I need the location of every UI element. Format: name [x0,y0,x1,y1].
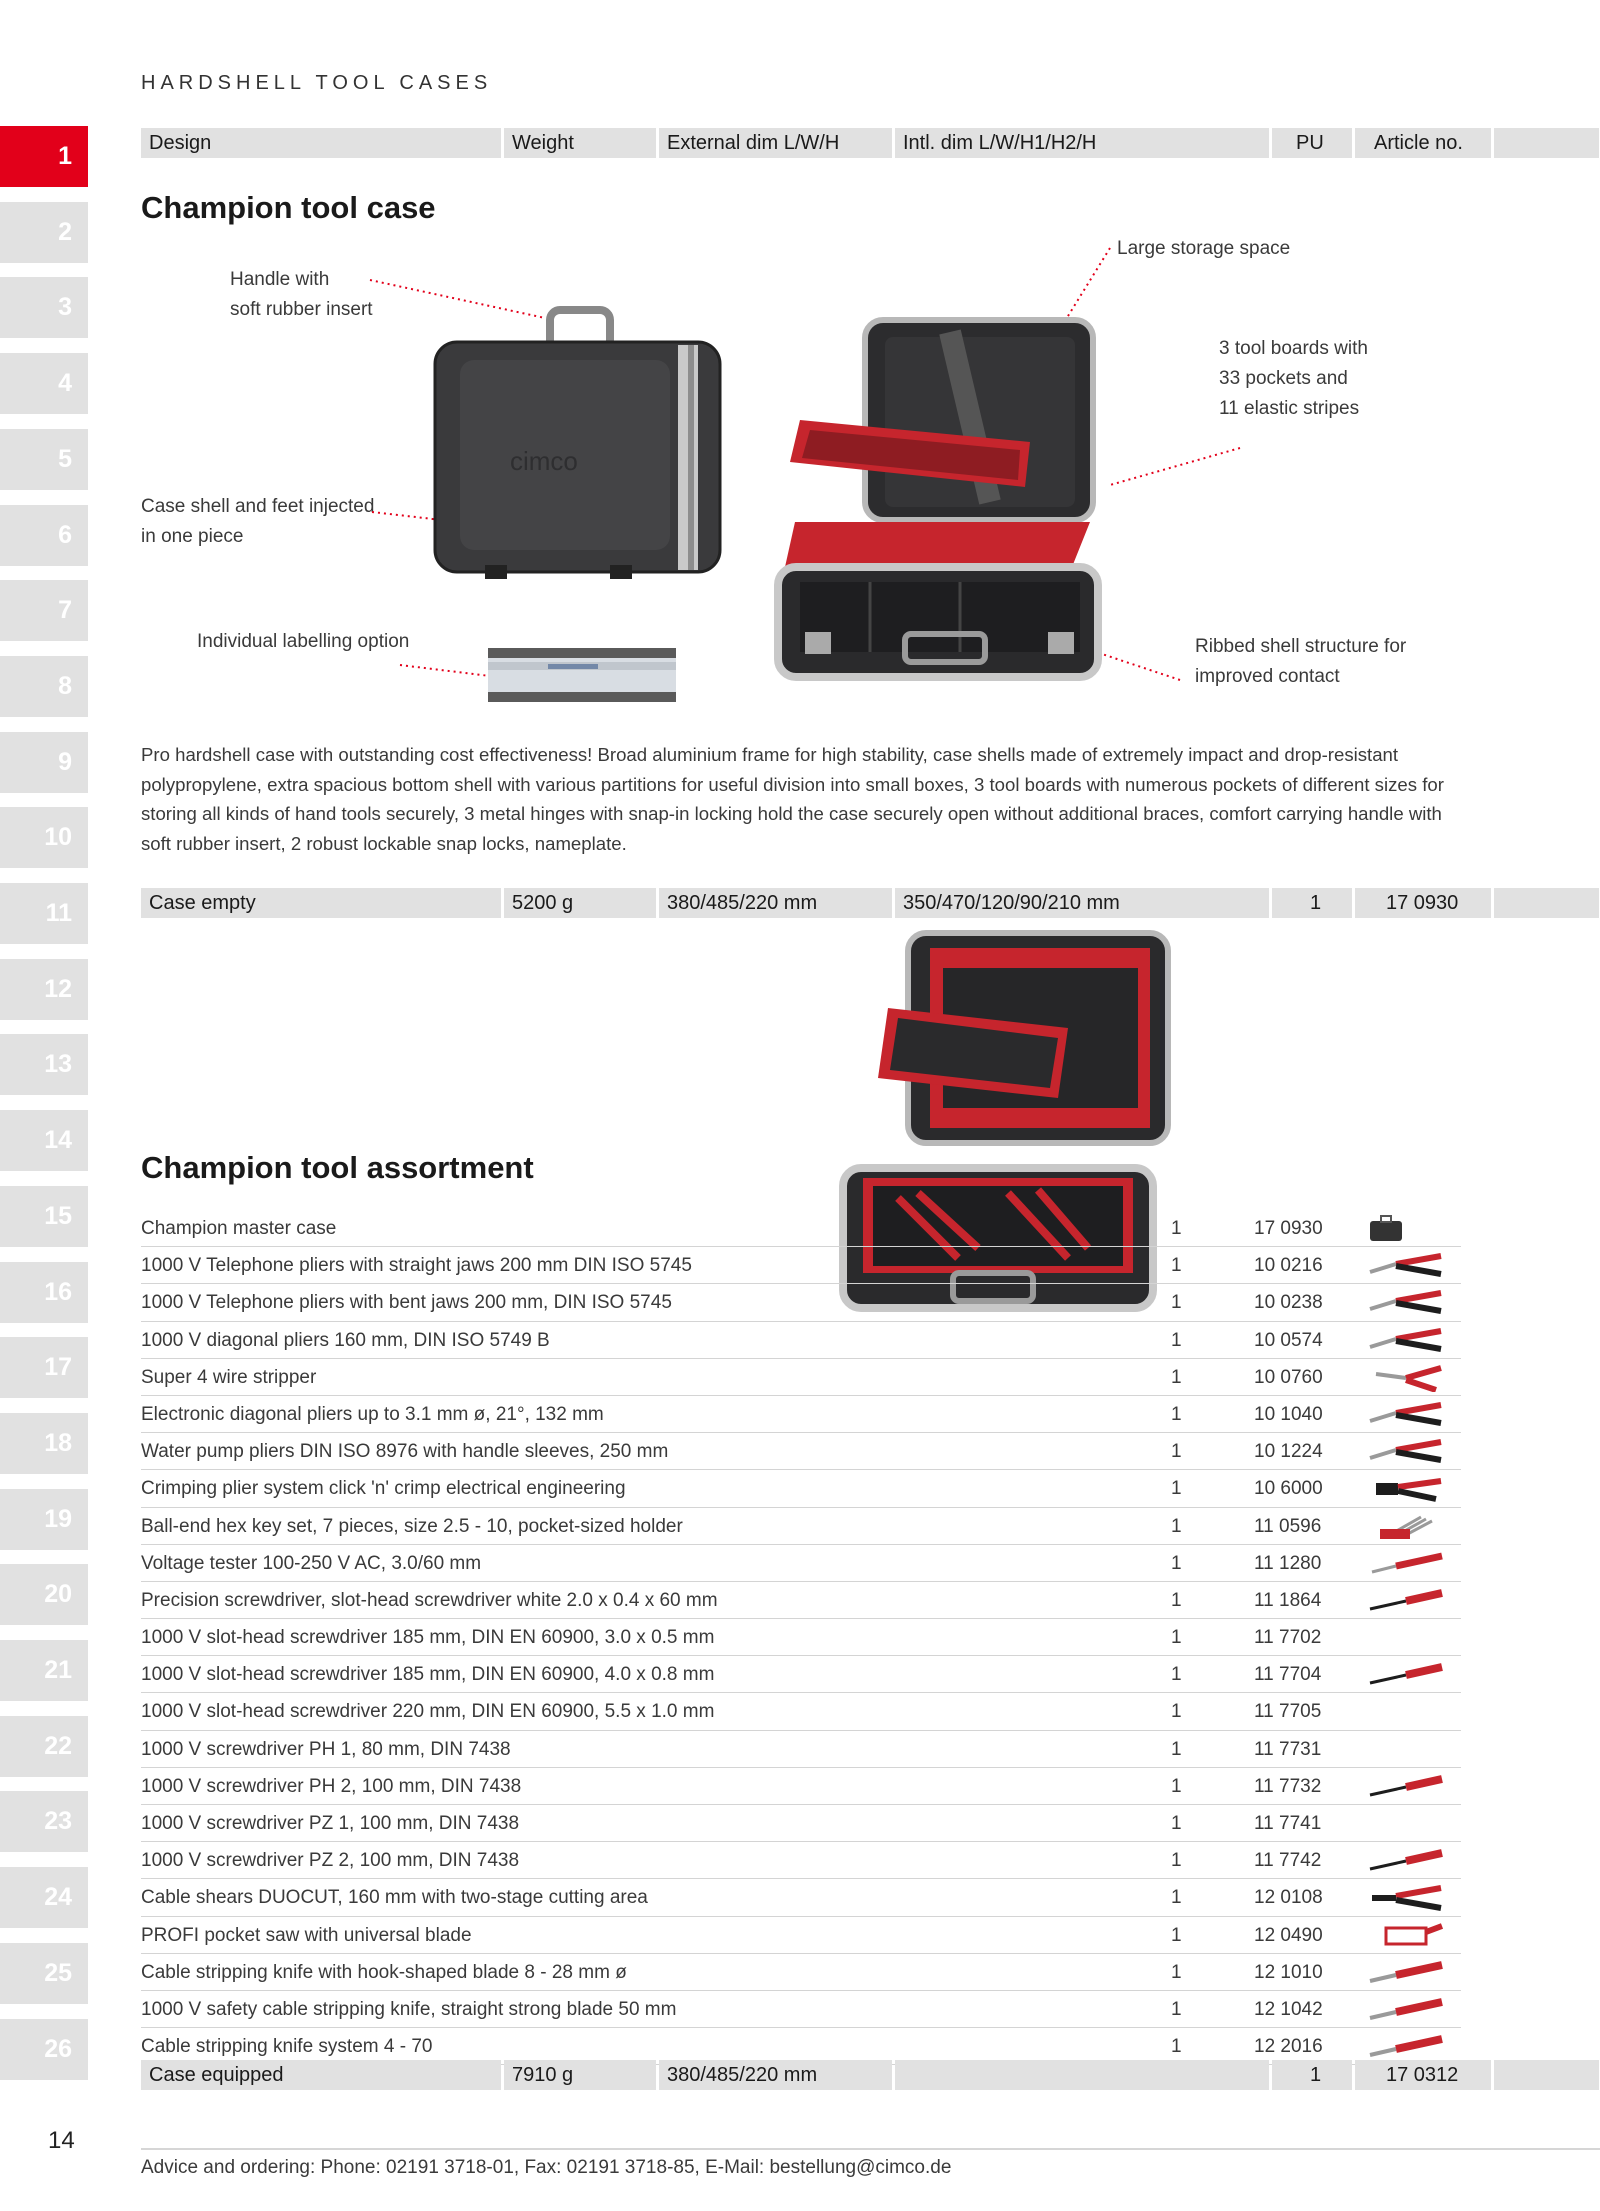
chapter-tab-2[interactable]: 2 [0,202,88,263]
tester-icon [1366,1550,1446,1583]
item-pu: 1 [1171,1218,1182,1239]
knife-icon [1366,1996,1446,2029]
item-article: 12 0490 [1254,1924,1323,1946]
callout-shell: Case shell and feet injected in one piece [141,496,375,547]
pliers-icon [1366,1401,1446,1434]
item-pu: 1 [1171,1850,1182,1872]
callout-labelling: Individual labelling option [197,631,410,652]
chapter-tab-26[interactable]: 26 [0,2019,88,2080]
item-pu: 1 [1171,1366,1182,1388]
item-article: 11 7741 [1254,1813,1322,1834]
header-internal: Intl. dim L/W/H1/H2/H [895,128,1269,158]
chapter-tab-22[interactable]: 22 [0,1716,88,1777]
item-article: 11 7742 [1254,1850,1322,1872]
callout-storage: Large storage space [1117,238,1291,259]
section-title: HARDSHELL TOOL CASES [141,72,493,94]
item-article: 17 0930 [1254,1218,1323,1239]
nameplate-image [488,648,676,702]
item-pu: 1 [1171,1589,1182,1611]
case-empty-article: 17 0930 [1355,888,1491,918]
chapter-tab-6[interactable]: 6 [0,505,88,566]
screwdriver-icon [1366,1661,1446,1694]
pliers-icon [1366,1327,1446,1360]
item-pu: 1 [1171,1924,1182,1946]
chapter-tab-1[interactable]: 1 [0,126,88,187]
pliers-icon [1366,1289,1446,1322]
item-description: Cable shears DUOCUT, 160 mm with two-stage cutting area [141,1887,648,1909]
chapter-tab-14[interactable]: 14 [0,1110,88,1171]
item-pu: 1 [1171,1998,1182,2020]
table-row [141,1247,1461,1284]
item-article: 12 1010 [1254,1961,1323,1983]
table-row [141,1396,1461,1433]
chapter-tab-5[interactable]: 5 [0,429,88,490]
chapter-tab-12[interactable]: 12 [0,959,88,1020]
item-article: 11 0596 [1254,1515,1322,1537]
item-description: Electronic diagonal pliers up to 3.1 mm ø, 21°, 132 mm [141,1403,604,1425]
item-article: 10 0238 [1254,1292,1323,1314]
table-row [141,1917,1461,1954]
item-article: 12 2016 [1254,2036,1323,2058]
table-row [141,1433,1461,1470]
closed-case-image [430,300,730,585]
stripper-icon [1366,1364,1446,1397]
case-empty-external: 380/485/220 mm [659,888,892,918]
case-equipped-pu: 1 [1272,2060,1352,2090]
item-pu: 1 [1171,1515,1182,1537]
table-row [141,1693,1461,1730]
case-empty-weight: 5200 g [504,888,656,918]
callout-handle: Handle with soft rubber insert [230,269,373,320]
item-pu: 1 [1171,1813,1182,1834]
item-article: 10 6000 [1254,1478,1323,1500]
chapter-tab-8[interactable]: 8 [0,656,88,717]
table-row [141,1768,1461,1805]
case-equipped-internal [895,2060,1269,2090]
chapter-tab-3[interactable]: 3 [0,277,88,338]
item-pu: 1 [1171,1329,1182,1351]
footer-divider [141,2148,1600,2150]
assortment-title: Champion tool assortment [141,1150,534,1185]
chapter-tab-21[interactable]: 21 [0,1640,88,1701]
item-pu: 1 [1171,1292,1182,1314]
chapter-tab-25[interactable]: 25 [0,1943,88,2004]
item-pu: 1 [1171,1775,1182,1797]
item-description: Cable stripping knife system 4 - 70 [141,2036,433,2058]
chapter-tab-15[interactable]: 15 [0,1186,88,1247]
table-row [141,1508,1461,1545]
case-empty-row [141,888,1457,918]
chapter-tab-9[interactable]: 9 [0,732,88,793]
item-article: 11 7705 [1254,1701,1322,1723]
item-description: 1000 V Telephone pliers with straight jaws 200 mm DIN ISO 5745 [141,1255,692,1277]
page-number: 14 [48,2127,75,2154]
item-article: 12 0108 [1254,1887,1323,1909]
shears-icon [1366,1884,1446,1917]
item-pu: 1 [1171,1887,1182,1909]
item-pu: 1 [1171,1478,1182,1500]
chapter-tab-7[interactable]: 7 [0,580,88,641]
chapter-tab-16[interactable]: 16 [0,1262,88,1323]
open-case-image [770,312,1130,692]
item-description: Champion master case [141,1218,337,1239]
item-pu: 1 [1171,1701,1182,1723]
chapter-tab-13[interactable]: 13 [0,1034,88,1095]
chapter-tab-11[interactable]: 11 [0,883,88,944]
callout-boards: 3 tool boards with 33 pockets and 11 elastic stripes [1219,338,1368,419]
table-row [141,1619,1461,1656]
item-article: 11 7704 [1254,1664,1322,1686]
item-description: Super 4 wire stripper [141,1366,317,1388]
item-pu: 1 [1171,1961,1182,1983]
header-pu: PU [1272,128,1352,158]
item-description: 1000 V screwdriver PH 1, 80 mm, DIN 7438 [141,1738,511,1760]
item-article: 11 7732 [1254,1775,1322,1797]
table-row [141,1359,1461,1396]
chapter-tab-18[interactable]: 18 [0,1413,88,1474]
case-title: Champion tool case [141,190,436,225]
header-weight: Weight [504,128,656,158]
case-equipped-weight: 7910 g [504,2060,656,2090]
header-design: Design [141,128,501,158]
item-description: 1000 V diagonal pliers 160 mm, DIN ISO 5749 B [141,1329,550,1351]
hex-key-icon [1366,1513,1446,1546]
case-equipped-external: 380/485/220 mm [659,2060,892,2090]
case-logo: cimco [510,446,578,476]
item-article: 11 7731 [1254,1738,1322,1760]
case-equipped-design: Case equipped [141,2060,501,2090]
header-article: Article no. [1355,128,1491,158]
table-row [141,1954,1461,1991]
item-description: PROFI pocket saw with universal blade [141,1924,472,1946]
pliers-icon [1366,1252,1446,1285]
saw-icon [1366,1922,1446,1955]
item-pu: 1 [1171,1255,1182,1277]
chapter-tab-17[interactable]: 17 [0,1337,88,1398]
item-description: 1000 V slot-head screwdriver 220 mm, DIN EN 60900, 5.5 x 1.0 mm [141,1701,715,1723]
chapter-tab-23[interactable]: 23 [0,1791,88,1852]
item-description: 1000 V safety cable stripping knife, straight strong blade 50 mm [141,1998,677,2020]
table-row [141,1731,1461,1768]
item-article: 12 1042 [1254,1998,1323,2020]
item-description: 1000 V Telephone pliers with bent jaws 200 mm, DIN ISO 5745 [141,1292,672,1314]
footer-contact: Advice and ordering: Phone: 02191 3718-01, Fax: 02191 3718-85, E-Mail: bestellung@cimco.de [141,2157,952,2178]
table-row [141,1842,1461,1879]
table-row [141,1656,1461,1693]
screwdriver-icon [1366,1587,1446,1620]
item-description: Ball-end hex key set, 7 pieces, size 2.5 - 10, pocket-sized holder [141,1515,683,1537]
case-equipped-article: 17 0312 [1355,2060,1491,2090]
case-empty-blank [1494,888,1599,918]
item-description: 1000 V slot-head screwdriver 185 mm, DIN EN 60900, 4.0 x 0.8 mm [141,1664,715,1686]
item-article: 11 1280 [1254,1552,1322,1574]
table-row [141,1879,1461,1916]
item-description: 1000 V screwdriver PZ 1, 100 mm, DIN 7438 [141,1813,520,1834]
item-pu: 1 [1171,1664,1182,1686]
item-article: 10 1040 [1254,1403,1323,1425]
case-empty-internal: 350/470/120/90/210 mm [895,888,1269,918]
item-description: 1000 V screwdriver PZ 2, 100 mm, DIN 7438 [141,1850,520,1872]
item-pu: 1 [1171,2036,1182,2058]
item-article: 10 0216 [1254,1255,1323,1277]
table-row [141,1545,1461,1582]
table-row [141,1210,1461,1247]
header-external: External dim L/W/H [659,128,892,158]
item-article: 11 7702 [1254,1627,1322,1649]
chapter-tab-10[interactable]: 10 [0,807,88,868]
case-description: Pro hardshell case with outstanding cost effectiveness! Broad aluminium frame for high stability, case shells made of extremely impact and drop-resistant polypropylene, extra spacious bottom shell with various partitions for useful division into small boxes, 3 tool boards with numerous pockets of different sizes for storing all kinds of hand tools securely, 3 metal hinges with snap-in locking hold the case securely open without additional braces, comfort carrying handle with soft rubber insert, 2 robust lockable snap locks, nameplate. [141,744,1444,854]
table-row [141,1805,1461,1842]
item-description: Water pump pliers DIN ISO 8976 with handle sleeves, 250 mm [141,1441,669,1463]
case-equipped-row [141,2060,1457,2090]
table-row [141,1582,1461,1619]
pliers-icon [1366,1438,1446,1471]
chapter-tab-19[interactable]: 19 [0,1489,88,1550]
case-empty-pu: 1 [1272,888,1352,918]
case-icon [1366,1215,1406,1248]
item-description: Cable stripping knife with hook-shaped blade 8 - 28 mm ø [141,1961,627,1983]
crimper-icon [1366,1475,1446,1508]
table-row [141,1284,1461,1321]
screwdriver-icon [1366,1847,1446,1880]
item-pu: 1 [1171,1738,1182,1760]
item-description: 1000 V screwdriver PH 2, 100 mm, DIN 7438 [141,1775,522,1797]
item-article: 11 1864 [1254,1589,1322,1611]
knife-icon [1366,1959,1446,1992]
table-row [141,1470,1461,1507]
item-article: 10 0760 [1254,1366,1323,1388]
item-description: 1000 V slot-head screwdriver 185 mm, DIN EN 60900, 3.0 x 0.5 mm [141,1627,715,1649]
item-pu: 1 [1171,1552,1182,1574]
item-description: Crimping plier system click 'n' crimp electrical engineering [141,1478,626,1500]
chapter-tab-24[interactable]: 24 [0,1867,88,1928]
screwdriver-icon [1366,1773,1446,1806]
item-article: 10 0574 [1254,1329,1323,1351]
table-row [141,1991,1461,2028]
assortment-list [141,1210,1461,2065]
item-pu: 1 [1171,1627,1182,1649]
case-equipped-blank [1494,2060,1599,2090]
chapter-tab-20[interactable]: 20 [0,1564,88,1625]
chapter-tab-4[interactable]: 4 [0,353,88,414]
item-pu: 1 [1171,1441,1182,1463]
item-description: Precision screwdriver, slot-head screwdriver white 2.0 x 0.4 x 60 mm [141,1589,718,1611]
item-pu: 1 [1171,1403,1182,1425]
case-empty-design: Case empty [141,888,501,918]
callout-ribbed: Ribbed shell structure for improved contact [1195,636,1407,687]
item-description: Voltage tester 100-250 V AC, 3.0/60 mm [141,1552,482,1574]
table-row [141,1322,1461,1359]
item-article: 10 1224 [1254,1441,1323,1463]
